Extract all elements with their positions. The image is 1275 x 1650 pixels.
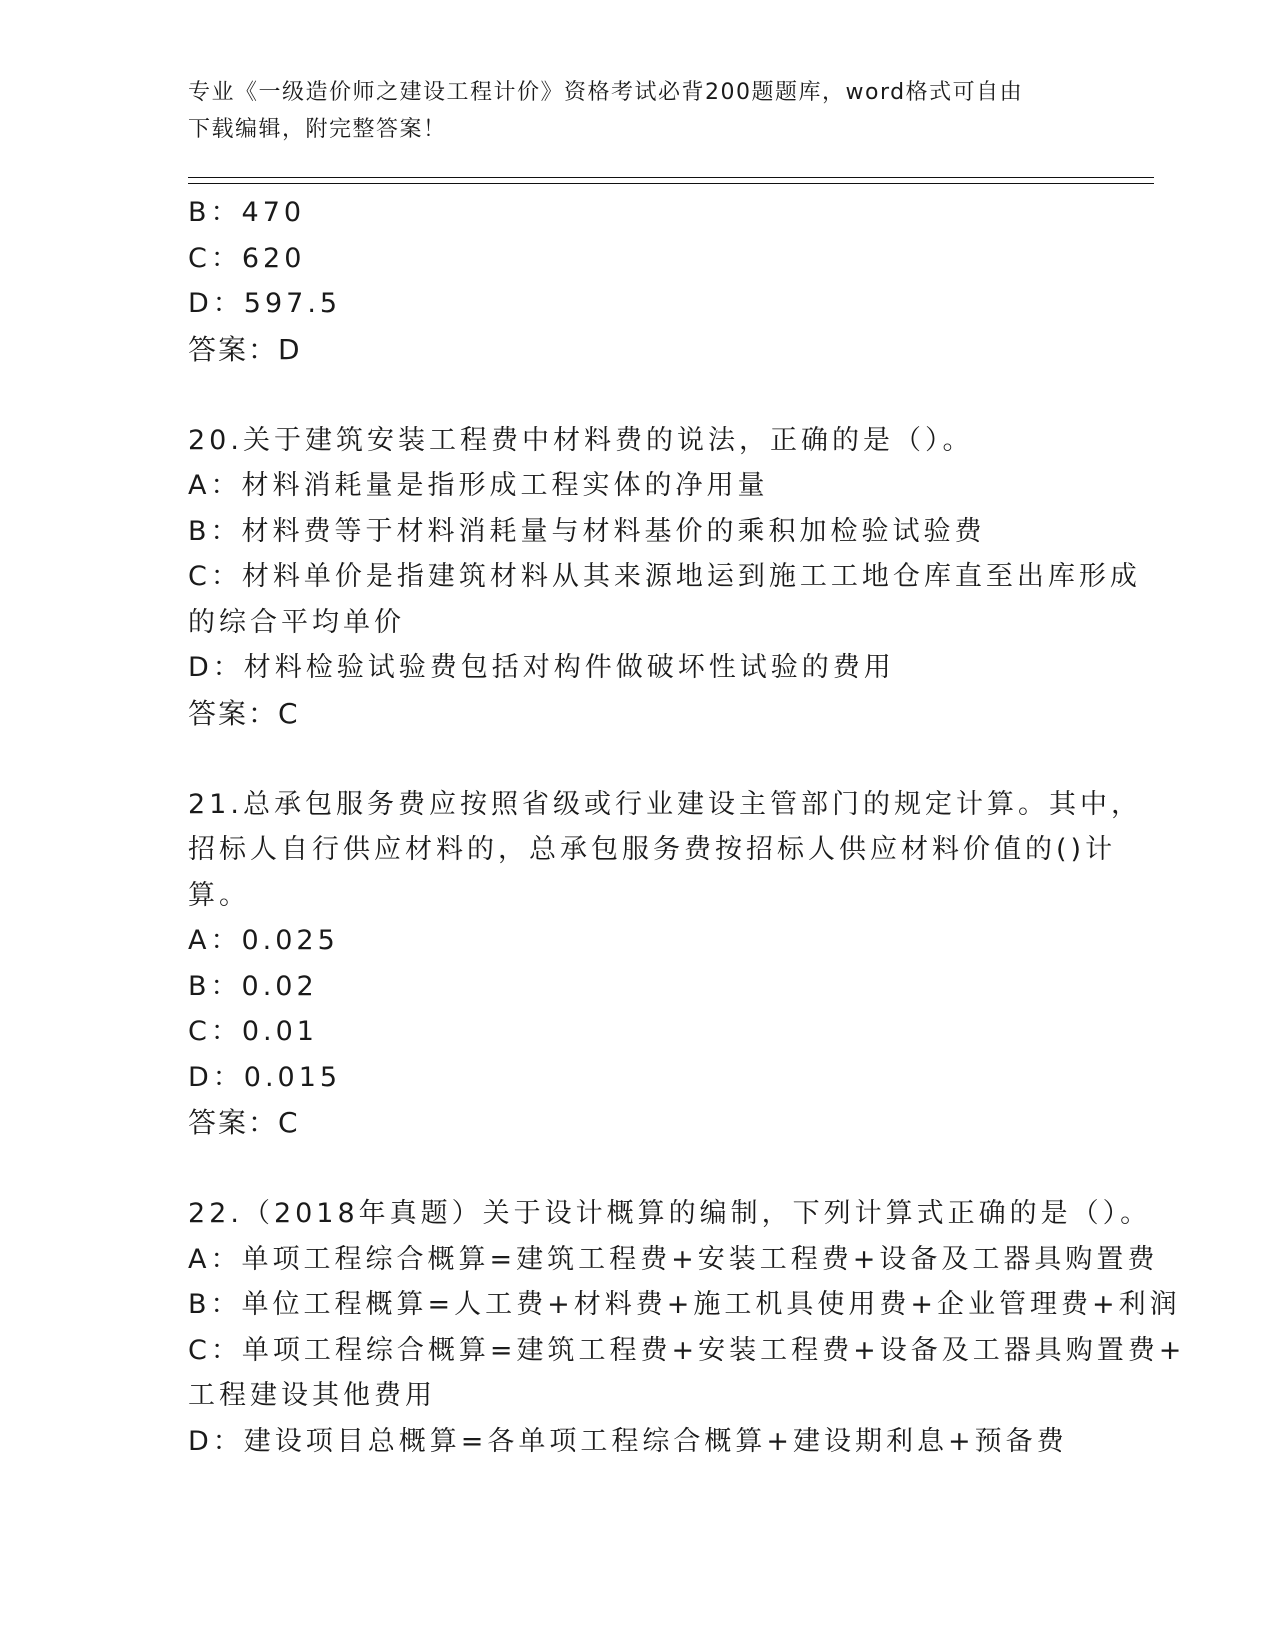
q22-option-c-line-1: C：单项工程综合概算=建筑工程费+安装工程费+设备及工器具购置费+ [188,1334,1186,1366]
document-header [188,74,1088,148]
q21-stem-line-3: 算。 [188,879,250,911]
q20-answer: 答案：C [188,696,300,730]
q20-option-c-line-2: 的综合平均单价 [188,606,405,638]
header-rule-bottom [188,183,1154,184]
q19-answer: 答案：D [188,332,302,366]
q20-stem: 20.关于建筑安装工程费中材料费的说法，正确的是（）。 [188,424,974,456]
spacer [188,1146,1088,1192]
q20-option-c-line-1: C：材料单价是指建筑材料从其来源地运到施工工地仓库直至出库形成 [188,561,1141,592]
q21-stem-line-2: 招标人自行供应材料的，总承包服务费按招标人供应材料价值的()计 [188,834,1117,865]
q22-stem: 22.（2018年真题）关于设计概算的编制，下列计算式正确的是（）。 [188,1198,1152,1229]
question-content [188,190,1186,1464]
spacer [188,372,1088,418]
q21-option-c: C：0.01 [188,1016,318,1047]
q21-stem-line-1: 21.总承包服务费应按照省级或行业建设主管部门的规定计算。其中， [188,788,1142,820]
q19-option-d: D：597.5 [188,288,342,319]
q21-option-b: B：0.02 [188,970,318,1002]
q22-option-a: A：单项工程综合概算=建筑工程费+安装工程费+设备及工器具购置费 [188,1243,1159,1275]
q19-option-b: B：470 [188,197,306,228]
q20-option-a: A：材料消耗量是指形成工程实体的净用量 [188,470,769,501]
q22-option-d: D：建设项目总概算=各单项工程综合概算+建设期利息+预备费 [188,1425,1068,1457]
header-line-1: 专业《一级造价师之建设工程计价》资格考试必背200题题库，word格式可自由 [188,80,1024,105]
header-line-2: 下载编辑，附完整答案！ [188,117,447,142]
q21-option-a: A：0.025 [188,925,339,956]
spacer [188,736,1088,782]
q19-option-c: C：620 [188,242,306,274]
header-rule-top [188,177,1154,178]
q21-answer: 答案：C [188,1106,300,1139]
q22-option-b: B：单位工程概算=人工费+材料费+施工机具使用费+企业管理费+利润 [188,1289,1181,1320]
q20-option-d: D：材料检验试验费包括对构件做破坏性试验的费用 [188,652,895,683]
q21-option-d: D：0.015 [188,1061,342,1093]
q20-option-b: B：材料费等于材料消耗量与材料基价的乘积加检验试验费 [188,515,986,547]
q22-option-c-line-2: 工程建设其他费用 [188,1380,436,1411]
